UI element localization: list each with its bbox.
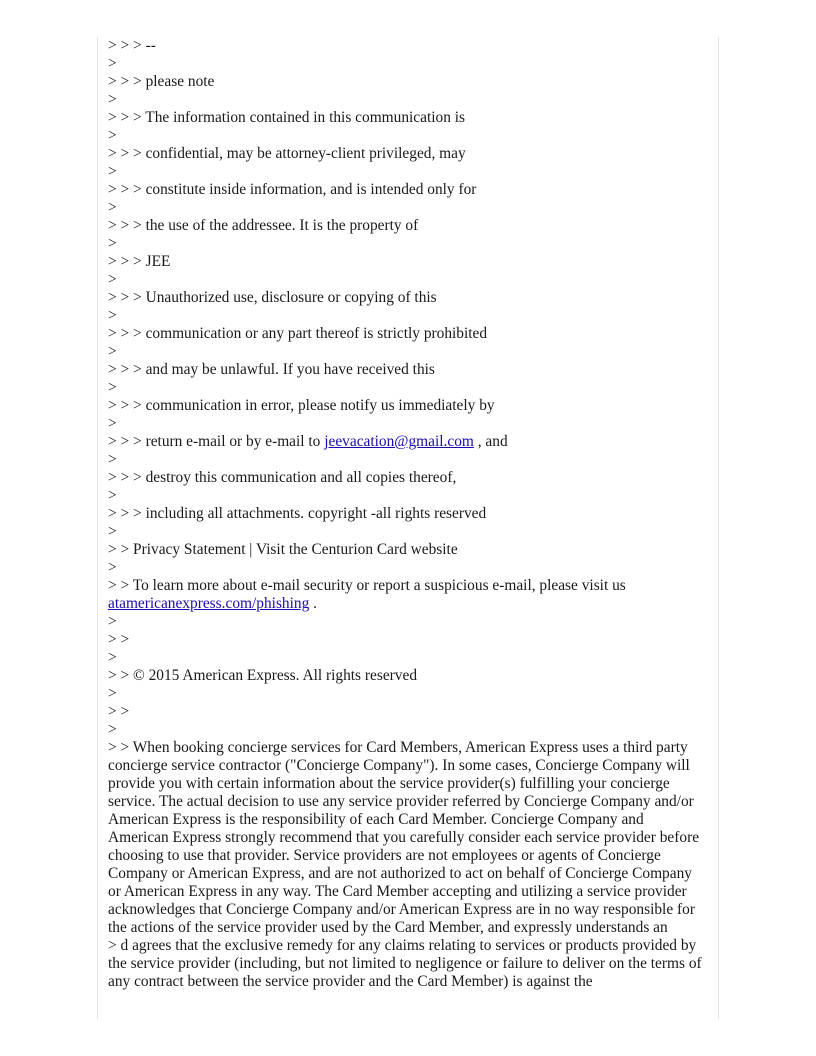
email-line: > bbox=[108, 487, 117, 504]
email-line: > > > and may be unlawful. If you have received this bbox=[108, 361, 435, 378]
email-line: > > > constitute inside information, and is intended only for bbox=[108, 181, 477, 198]
email-line: > > > Unauthorized use, disclosure or copying of this bbox=[108, 289, 437, 306]
quoted-footer-block bbox=[108, 451, 704, 577]
email-line: > bbox=[108, 649, 117, 666]
email-line: > > > The information contained in this communication is bbox=[108, 109, 466, 126]
email-body bbox=[98, 37, 718, 991]
email-line: > > > destroy this communication and all copies thereof, bbox=[108, 469, 457, 486]
email-line: > > > -- bbox=[108, 37, 156, 54]
remedy-paragraph: > d agrees that the exclusive remedy for any claims relating to services or products provided by the service provider (including, but not limited to negligence or failure to deliver on the terms of any contract between the service provider and the Card Member) is against the bbox=[108, 937, 702, 990]
email-line: > bbox=[108, 127, 117, 144]
return-line-prefix: > > > return e-mail or by e-mail to bbox=[108, 433, 325, 450]
email-line: > bbox=[108, 559, 117, 576]
email-line: > bbox=[108, 451, 117, 468]
email-line: > bbox=[108, 307, 117, 324]
email-line: > > > JEE bbox=[108, 253, 171, 270]
phishing-line-suffix: . bbox=[309, 595, 317, 612]
email-line: > bbox=[108, 523, 117, 540]
email-link[interactable]: jeevacation@gmail.com bbox=[324, 433, 474, 450]
email-line: > bbox=[108, 343, 117, 360]
email-line: > > > communication in error, please notify us immediately by bbox=[108, 397, 495, 414]
email-line: > bbox=[108, 235, 117, 252]
email-line: > > > confidential, may be attorney-client privileged, may bbox=[108, 145, 466, 162]
email-line: > > > communication or any part thereof is strictly prohibited bbox=[108, 325, 488, 342]
email-line: > bbox=[108, 721, 117, 738]
document-page bbox=[97, 37, 719, 1019]
email-line: > bbox=[108, 199, 117, 216]
email-line: > bbox=[108, 271, 117, 288]
phishing-line bbox=[108, 577, 704, 613]
concierge-paragraph: > > When booking concierge services for Card Members, American Express uses a third party concierge service contractor ("Concierge Company"). In some cases, Concierge Company will provide you with certain information about the service provider(s) fulfilling your concierge service. The actual decision to use any service provider referred by Concierge Company and/or American Express is the responsibility of each Card Member. Concierge Company and American Express strongly recommend that you carefully consider each service provider before choosing to use that provider. Service providers are not employees or agents of Concierge Company or American Express, and are not authorized to act on behalf of Concierge Company or American Express in any way. The Card Member accepting and utilizing a service provider acknowledges that Concierge Company and/or American Express are in no way responsible for the actions of the service provider used by the Card Member, and expressly understands an bbox=[108, 739, 700, 936]
return-line-suffix: , and bbox=[473, 433, 508, 450]
email-line: > > > the use of the addressee. It is the property of bbox=[108, 217, 419, 234]
return-email-line bbox=[108, 433, 704, 451]
phishing-line-prefix: > > To learn more about e-mail security or report a suspicious e-mail, please visit us bbox=[108, 577, 626, 594]
phishing-link[interactable]: atamericanexpress.com/phishing bbox=[108, 595, 310, 612]
copyright-block bbox=[108, 613, 704, 739]
email-line: > > > including all attachments. copyright -all rights reserved bbox=[108, 505, 487, 522]
email-line: > bbox=[108, 163, 117, 180]
email-line: > bbox=[108, 91, 117, 108]
quoted-disclaimer-block bbox=[108, 37, 704, 433]
email-line: > bbox=[108, 55, 117, 72]
email-line: > bbox=[108, 613, 117, 630]
email-line: > > bbox=[108, 703, 130, 720]
email-line: > > > please note bbox=[108, 73, 215, 90]
email-line: > > © 2015 American Express. All rights reserved bbox=[108, 667, 418, 684]
email-line: > > Privacy Statement | Visit the Centurion Card website bbox=[108, 541, 458, 558]
email-line: > bbox=[108, 379, 117, 396]
email-line: > > bbox=[108, 631, 130, 648]
email-line: > bbox=[108, 685, 117, 702]
email-line: > bbox=[108, 415, 117, 432]
